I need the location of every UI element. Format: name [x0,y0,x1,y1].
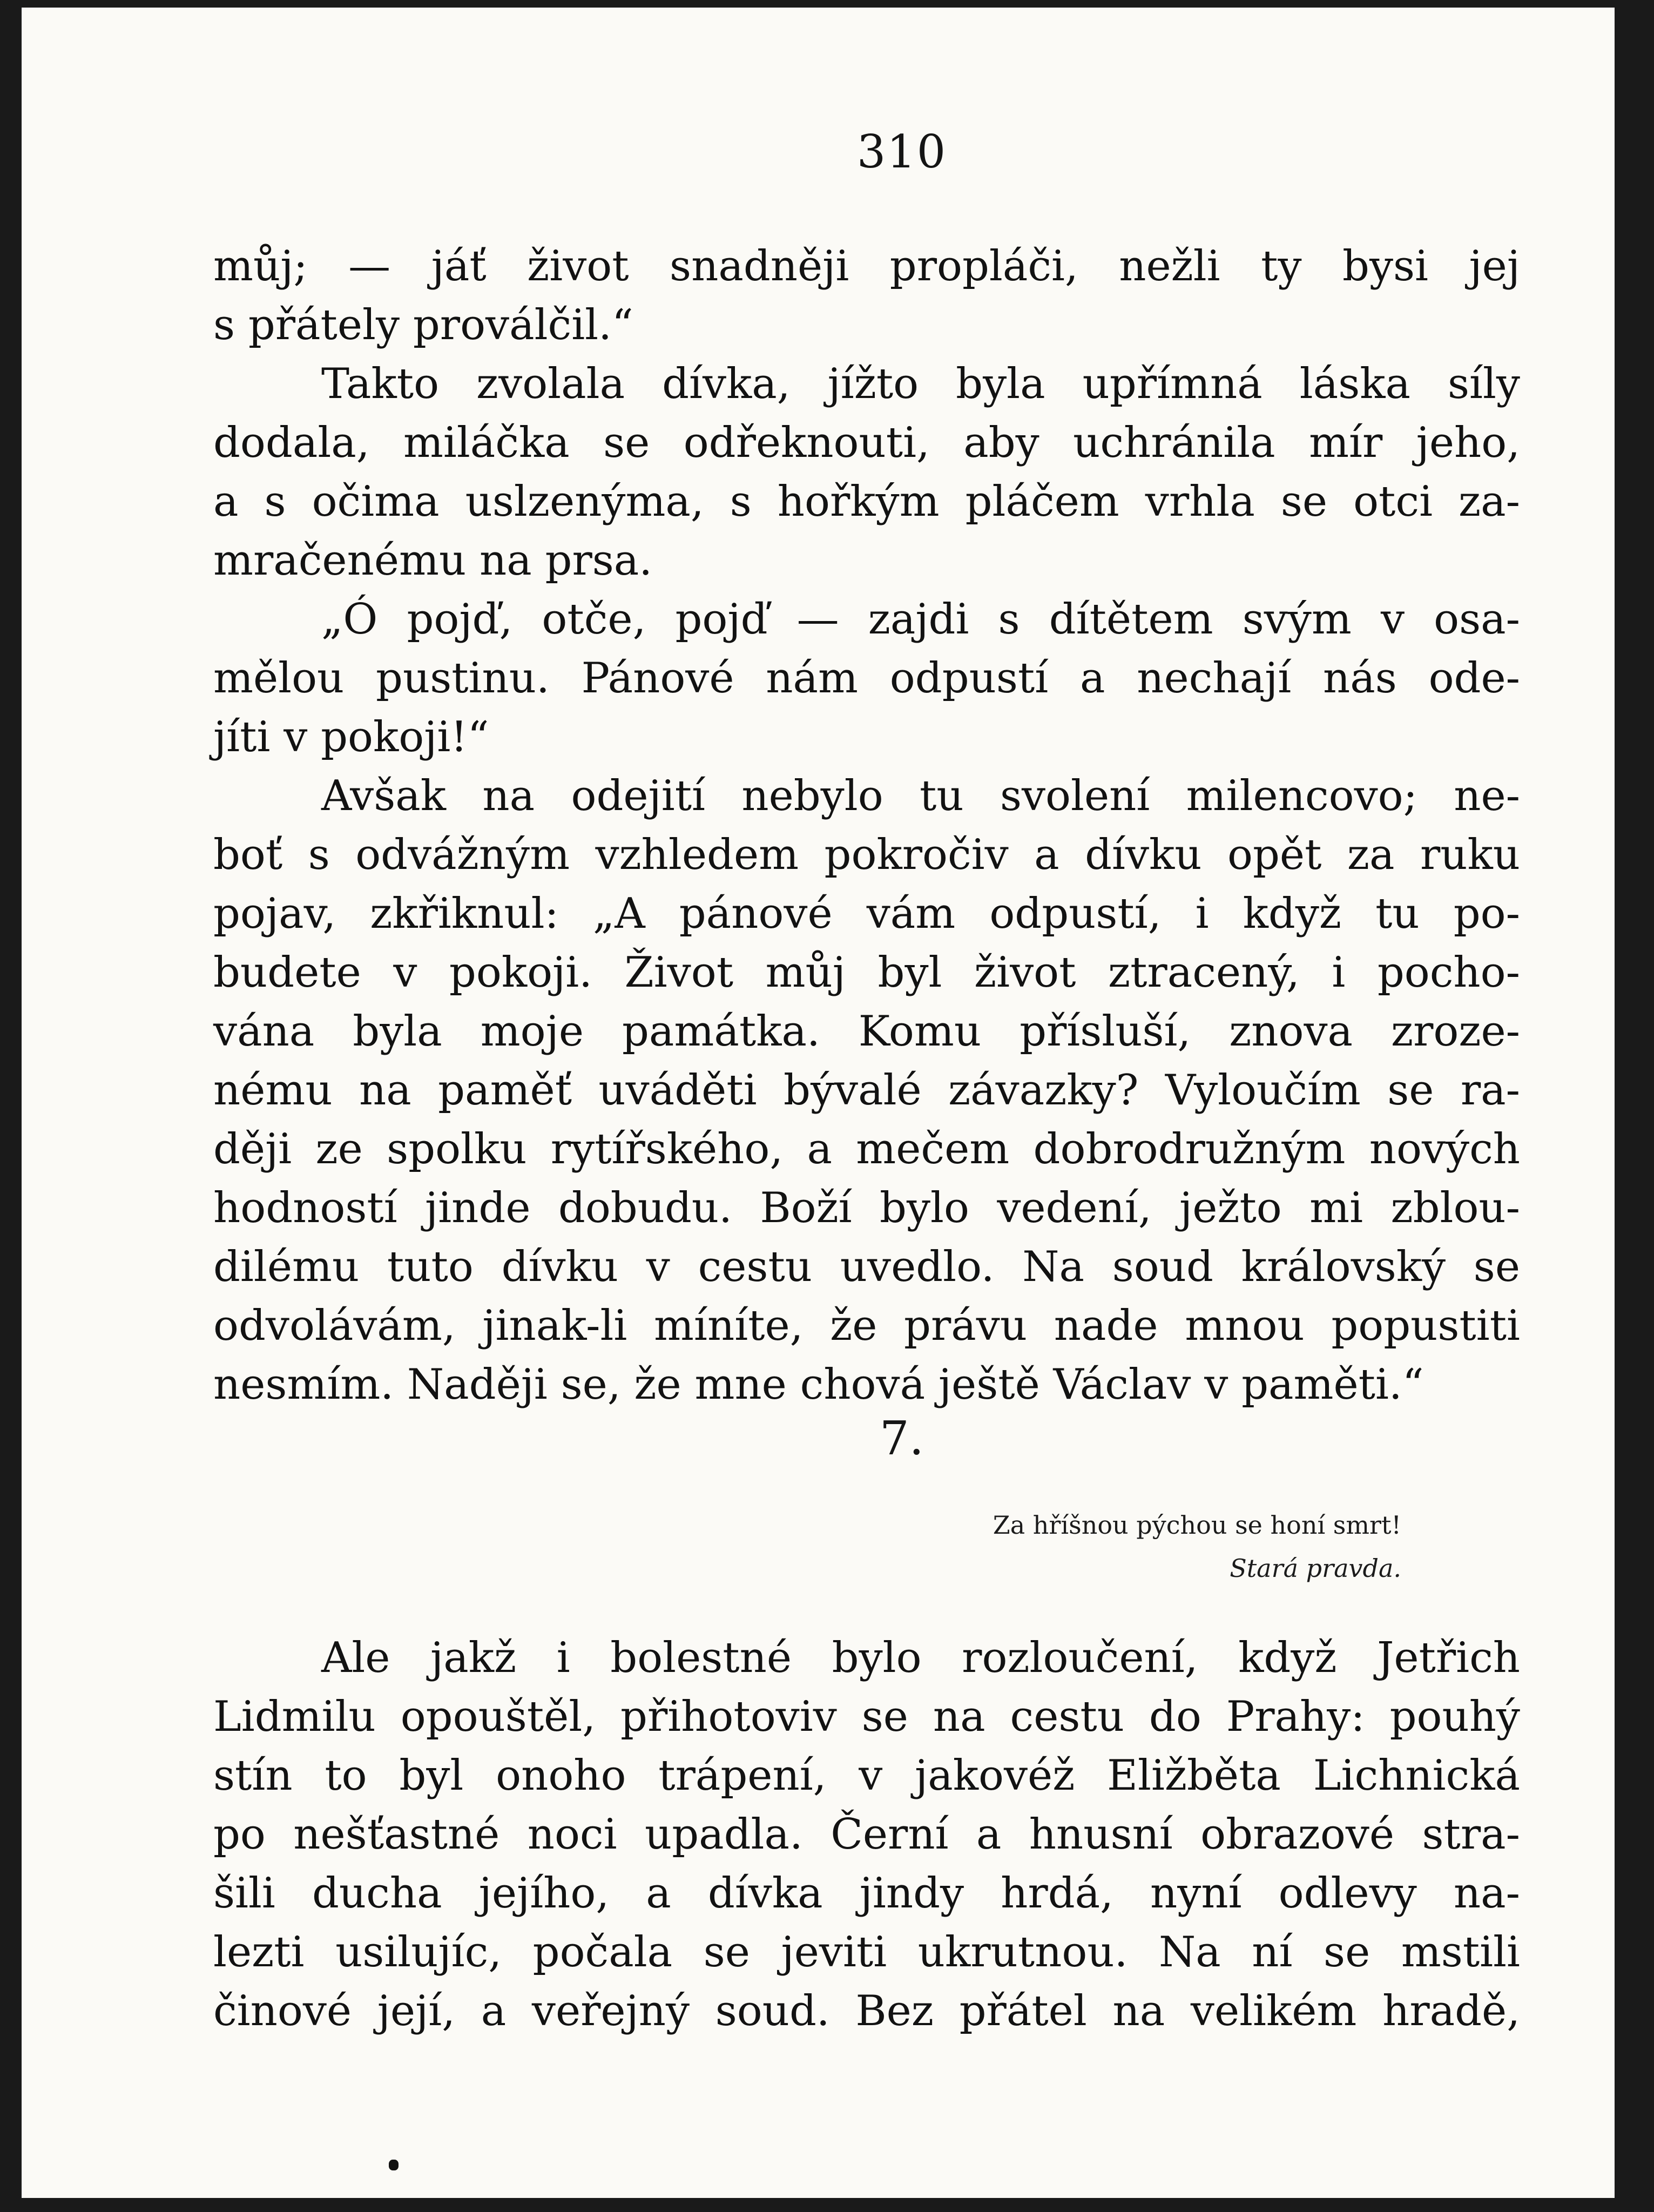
text-line: můj; — jáť život snadněji propláči, nežli ty bysi jej [213,242,1520,291]
text-line: jíti v pokoji!“ [213,713,489,761]
text-line: ději ze spolku rytířského, a mečem dobrodružným nových [213,1125,1520,1174]
text-line: boť s odvážným vzhledem pokročiv a dívku opět za ruku [213,831,1520,879]
section-number: 7. [879,1412,924,1466]
epigraph-source: Stará pravda. [1230,1554,1401,1583]
text-line: odvolávám, jinak-li míníte, že právu nade mnou popustiti [213,1301,1520,1350]
text-line: Avšak na odejití nebylo tu svolení milencovo; ne- [321,772,1520,820]
text-block-chapter-start [213,1629,1520,2041]
text-line: dodala, miláčka se odřeknouti, aby uchránila mír jeho, [213,419,1520,467]
text-line: po nešťastné noci upadla. Černí a hnusní obrazové stra- [213,1810,1520,1859]
text-line: Takto zvolala dívka, jížto byla upřímná láska síly [321,360,1520,408]
text-line: Lidmilu opouštěl, přihotoviv se na cestu do Prahy: pouhý [213,1692,1520,1741]
text-line: nému na paměť uváděti bývalé závazky? Vyloučím se ra- [213,1066,1520,1115]
text-line: šili ducha jejího, a dívka jindy hrdá, nyní odlevy na- [213,1869,1520,1918]
text-line: lezti usilujíc, počala se jeviti ukrutnou. Na ní se mstili [213,1928,1520,1977]
text-line: hodností jinde dobudu. Boží bylo vedení, ježto mi zblou- [213,1184,1520,1232]
text-line: pojav, zkřiknul: „A pánové vám odpustí, i když tu po- [213,889,1520,938]
text-line: dilému tuto dívku v cestu uvedlo. Na soud královský se [213,1243,1520,1291]
text-line: a s očima uslzenýma, s hořkým pláčem vrhla se otci za- [213,477,1520,526]
text-block-dialogue [213,237,1520,1414]
text-line: budete v pokoji. Život můj byl život ztracený, i pocho- [213,948,1520,997]
epigraph-quote: Za hříšnou pýchou se honí smrt! [993,1510,1401,1540]
page-number: 310 [856,125,947,178]
text-line: mračenému na prsa. [213,536,653,585]
text-line: vána byla moje památka. Komu přísluší, znova zroze- [213,1007,1520,1056]
text-line: činové její, a veřejný soud. Bez přátel na velikém hradě, [213,1987,1520,2035]
text-line: mělou pustinu. Pánové nám odpustí a nechají nás ode- [213,654,1520,703]
epigraph [993,1503,1401,1590]
text-line: nesmím. Naději se, že mne chová ještě Václav v paměti.“ [213,1360,1424,1409]
book-page [22,8,1615,2198]
text-line: „Ó pojď, otče, pojď — zajdi s dítětem svým v osa- [321,595,1520,644]
ink-speck [389,2160,399,2170]
text-line: Ale jakž i bolestné bylo rozloučení, když Jetřich [321,1634,1520,1682]
text-line: stín to byl onoho trápení, v jakovéž Eližběta Lichnická [213,1751,1520,1800]
text-line: s přátely proválčil.“ [213,301,633,349]
